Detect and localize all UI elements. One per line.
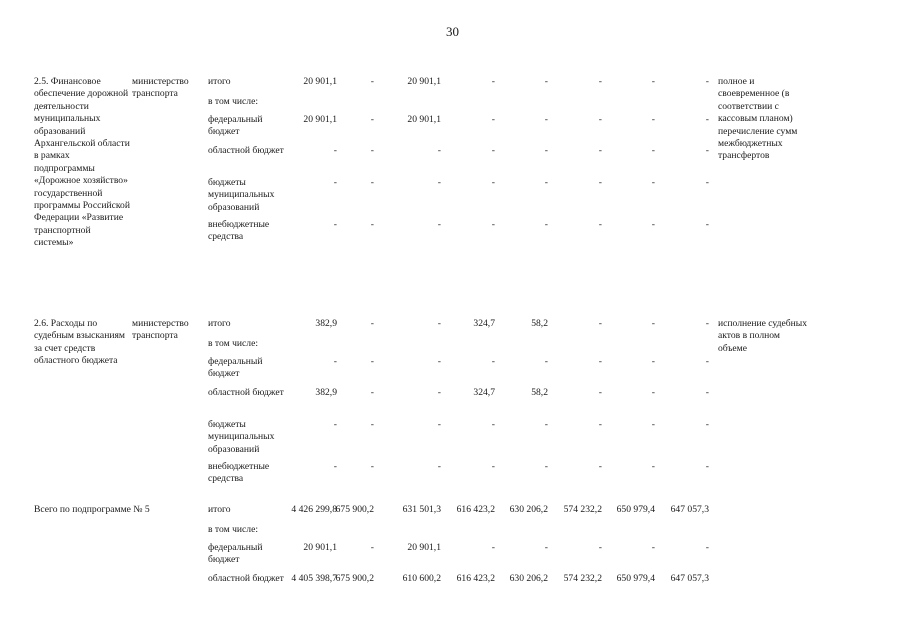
amount-cell: - [491,356,495,367]
amount-cell: - [491,114,495,125]
amount-cell: - [705,318,709,329]
amount-cell: - [544,219,548,230]
amount-cell: - [651,419,655,430]
funding-source-label: бюджеты муниципальных образований [208,177,275,213]
amount-cell: - [598,387,602,398]
funding-source-label: в том числе: [208,524,259,535]
amount-cell: - [598,318,602,329]
amount-cell: 647 057,3 [670,573,709,584]
amount-cell: - [333,219,337,230]
amount-cell: - [705,76,709,87]
amount-cell: - [598,76,602,87]
amount-cell: - [437,387,441,398]
amount-cell: 675 900,2 [335,573,374,584]
amount-cell: - [598,177,602,188]
amount-cell: - [370,145,374,156]
amount-cell: 20 901,1 [303,542,337,553]
amount-cell: - [491,542,495,553]
amount-cell: - [437,219,441,230]
amount-cell: - [491,419,495,430]
amount-cell: 20 901,1 [303,76,337,87]
amount-cell: - [370,76,374,87]
amount-cell: - [598,542,602,553]
amount-cell: 675 900,2 [335,504,374,515]
amount-cell: - [491,219,495,230]
funding-source-label: областной бюджет [208,387,284,398]
amount-cell: - [705,542,709,553]
amount-cell: - [651,387,655,398]
funding-source-label: в том числе: [208,338,259,349]
amount-cell: - [491,76,495,87]
amount-cell: - [598,419,602,430]
amount-cell: - [544,461,548,472]
amount-cell: - [598,114,602,125]
amount-cell: - [544,542,548,553]
amount-cell: - [705,114,709,125]
funding-source-label: в том числе: [208,96,259,107]
executor: министерство транспорта [132,318,189,342]
amount-cell: - [370,356,374,367]
funding-source-label: областной бюджет [208,573,284,584]
funding-source-label: бюджеты муниципальных образований [208,419,275,455]
amount-cell: - [370,219,374,230]
funding-source-label: внебюджетные средства [208,461,270,485]
amount-cell: - [437,318,441,329]
amount-cell: - [544,145,548,156]
amount-cell: 20 901,1 [303,114,337,125]
amount-cell: 20 901,1 [407,114,441,125]
amount-cell: 58,2 [531,387,548,398]
amount-cell: - [651,114,655,125]
amount-cell: - [651,542,655,553]
amount-cell: 650 979,4 [616,504,655,515]
amount-cell: 630 206,2 [509,573,548,584]
amount-cell: - [333,356,337,367]
activity-name: 2.6. Расходы по судебным взысканиям за счет средств областного бюджета [34,318,125,367]
amount-cell: - [598,356,602,367]
amount-cell: - [370,461,374,472]
amount-cell: - [370,114,374,125]
amount-cell: - [544,114,548,125]
amount-cell: - [491,177,495,188]
amount-cell: 647 057,3 [670,504,709,515]
amount-cell: - [651,177,655,188]
amount-cell: - [544,76,548,87]
amount-cell: - [544,419,548,430]
amount-cell: - [370,318,374,329]
amount-cell: 20 901,1 [407,542,441,553]
amount-cell: - [651,145,655,156]
amount-cell: - [437,145,441,156]
amount-cell: 616 423,2 [456,573,495,584]
amount-cell: - [333,461,337,472]
amount-cell: 631 501,3 [402,504,441,515]
amount-cell: - [333,145,337,156]
expected-result: исполнение судебных актов в полном объеме [718,318,808,354]
amount-cell: - [370,387,374,398]
funding-source-label: федеральный бюджет [208,356,263,380]
amount-cell: 382,9 [315,387,337,398]
funding-source-label: внебюджетные средства [208,219,270,243]
amount-cell: - [651,76,655,87]
amount-cell: - [437,461,441,472]
funding-source-label: федеральный бюджет [208,114,263,138]
amount-cell: - [370,177,374,188]
amount-cell: 630 206,2 [509,504,548,515]
amount-cell: - [437,177,441,188]
amount-cell: - [491,461,495,472]
amount-cell: - [651,318,655,329]
funding-source-label: итого [208,504,231,515]
amount-cell: - [705,419,709,430]
executor: министерство транспорта [132,76,189,100]
amount-cell: - [544,177,548,188]
amount-cell: - [437,356,441,367]
amount-cell: 574 232,2 [563,573,602,584]
amount-cell: - [598,145,602,156]
funding-source-label: итого [208,318,231,329]
amount-cell: - [333,177,337,188]
amount-cell: - [544,356,548,367]
page-number: 30 [446,24,459,39]
funding-source-label: федеральный бюджет [208,542,263,566]
amount-cell: 574 232,2 [563,504,602,515]
amount-cell: - [705,177,709,188]
amount-cell: 610 600,2 [402,573,441,584]
amount-cell: 324,7 [473,387,495,398]
amount-cell: 4 426 299,8 [291,504,337,515]
amount-cell: - [598,461,602,472]
amount-cell: - [651,461,655,472]
amount-cell: - [370,542,374,553]
amount-cell: - [370,419,374,430]
amount-cell: - [705,145,709,156]
activity-name: Всего по подпрограмме № 5 [34,504,150,515]
amount-cell: - [705,387,709,398]
amount-cell: - [705,219,709,230]
funding-source-label: областной бюджет [208,145,284,156]
amount-cell: 4 405 398,7 [291,573,337,584]
expected-result: полное и своевременное (в соответствии с кассовым планом) перечисление сумм межбюджетных трансфертов [718,76,798,162]
amount-cell: - [651,219,655,230]
amount-cell: - [651,356,655,367]
amount-cell: - [333,419,337,430]
amount-cell: 650 979,4 [616,573,655,584]
amount-cell: 20 901,1 [407,76,441,87]
amount-cell: - [705,356,709,367]
amount-cell: 616 423,2 [456,504,495,515]
amount-cell: - [437,419,441,430]
amount-cell: - [491,145,495,156]
funding-source-label: итого [208,76,231,87]
amount-cell: - [598,219,602,230]
amount-cell: - [705,461,709,472]
amount-cell: 324,7 [473,318,495,329]
activity-name: 2.5. Финансовое обеспечение дорожной деятельности муниципальных образований Архангельской области в рамках подпрограммы «Дорожное хозяйство» государственной программы Российской Федерации «Развитие транспортной системы» [34,76,130,249]
amount-cell: 58,2 [531,318,548,329]
amount-cell: 382,9 [315,318,337,329]
